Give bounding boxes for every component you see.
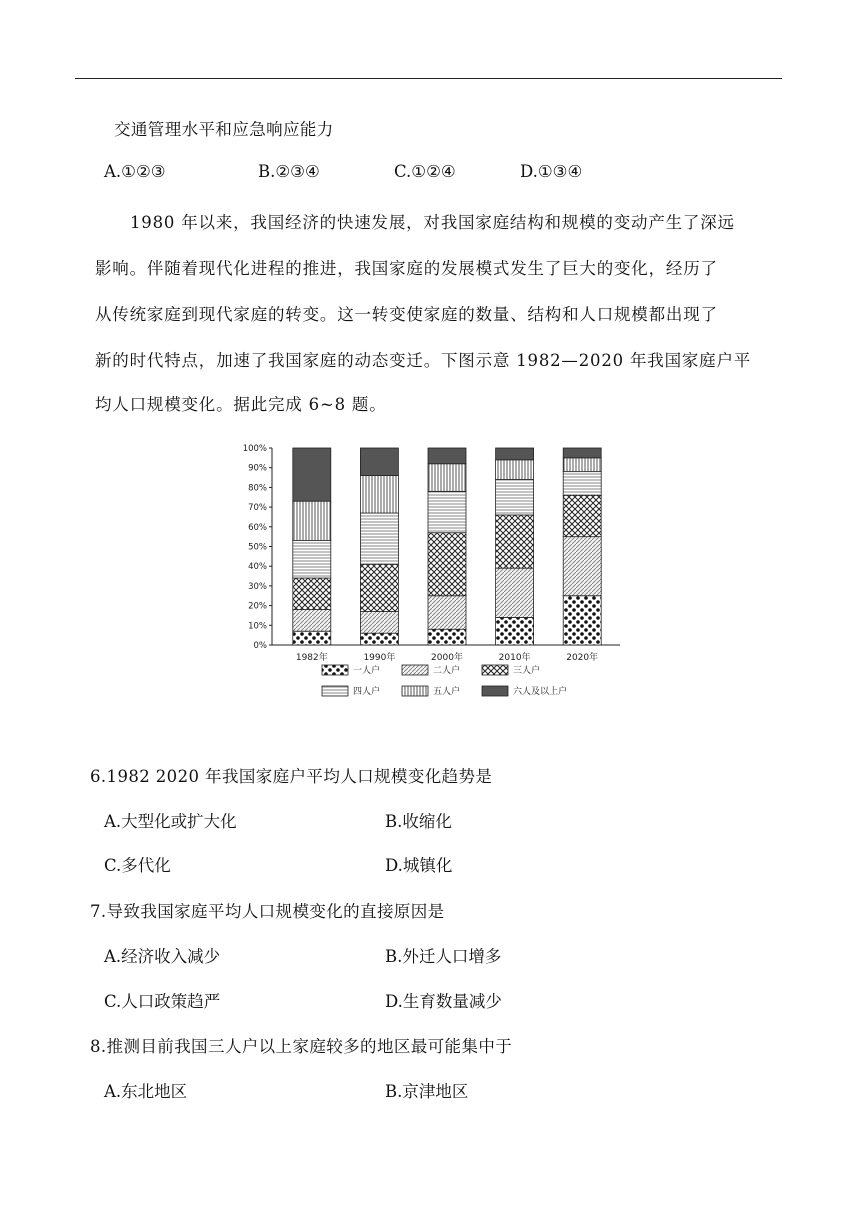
intro-line-1: 1980 年以来，我国经济的快速发展，对我国家庭结构和规模的变动产生了深远 [130, 213, 735, 232]
bar-segment [428, 491, 466, 532]
question-6-option-b: B.收缩化 [385, 812, 452, 831]
bar-segment [496, 568, 534, 617]
x-tick-label: 1990年 [363, 653, 396, 663]
y-tick-label: 90% [248, 463, 267, 474]
question-6-option-c: C.多代化 [104, 856, 171, 875]
question-8-option-a: A.东北地区 [104, 1082, 188, 1101]
question-7-option-c: C.人口政策趋严 [104, 992, 221, 1011]
x-tick-label: 2010年 [498, 653, 531, 663]
x-tick-label: 1982年 [295, 653, 328, 663]
bar-segment [563, 448, 601, 458]
x-tick-label: 2000年 [431, 653, 463, 663]
bar-segment [496, 515, 534, 568]
prev-option-d: D.①③④ [520, 162, 583, 181]
header-rule [75, 78, 782, 79]
question-7-option-b: B.外迁人口增多 [385, 947, 502, 966]
chart-x-labels [296, 651, 598, 663]
bar-segment [496, 460, 534, 480]
y-tick-label: 50% [248, 542, 267, 553]
y-tick-label: 70% [248, 503, 267, 514]
chart-legend [322, 664, 567, 697]
legend-swatch [322, 665, 348, 675]
legend-swatch [482, 665, 508, 675]
bar-segment [428, 533, 466, 596]
intro-line-4: 新的时代特点，加速了我国家庭的动态变迁。下图示意 1982—2020 年我国家庭户平 [95, 351, 752, 370]
legend-label: 六人及以上户 [513, 687, 568, 697]
bar-segment [360, 476, 398, 513]
bar-segment [563, 537, 601, 596]
intro-line-5: 均人口规模变化。据此完成 6~8 题。 [95, 395, 387, 414]
bar-segment [360, 564, 398, 611]
household-size-stacked-bar-chart [236, 440, 626, 705]
bar-segment [293, 501, 331, 540]
bar-segment [360, 513, 398, 564]
question-7-option-a: A.经济收入减少 [104, 947, 221, 966]
question-6-stem: 6.1982 2020 年我国家庭户平均人口规模变化趋势是 [90, 767, 493, 786]
prev-option-c: C.①②④ [394, 162, 456, 181]
legend-label: 五人户 [433, 687, 461, 697]
bar-segment [563, 472, 601, 496]
y-tick-label: 40% [248, 562, 267, 573]
bar-segment [293, 610, 331, 632]
bar-segment [428, 596, 466, 629]
bar-segment [293, 541, 331, 578]
bar-segment [496, 448, 534, 460]
bar-segment [293, 578, 331, 610]
y-tick-label: 80% [248, 483, 267, 494]
question-7-option-d: D.生育数量减少 [385, 992, 502, 1011]
bar-segment [496, 480, 534, 515]
previous-question-tail: 交通管理水平和应急响应能力 [114, 120, 334, 139]
y-tick-label: 10% [248, 621, 267, 632]
y-tick-label: 30% [248, 581, 267, 592]
intro-line-3: 从传统家庭到现代家庭的转变。这一转变使家庭的数量、结构和人口规模都出现了 [95, 305, 718, 324]
legend-swatch [402, 665, 428, 675]
question-8-option-b: B.京津地区 [385, 1082, 469, 1101]
legend-swatch [402, 686, 428, 696]
bar-segment [428, 448, 466, 464]
y-tick-label: 0% [253, 641, 267, 651]
x-tick-label: 2020年 [566, 653, 599, 663]
y-tick-label: 20% [248, 601, 267, 612]
question-6-option-a: A.大型化或扩大化 [104, 812, 237, 831]
chart-bars [293, 448, 601, 645]
bar-segment [563, 458, 601, 472]
bar-segment [563, 495, 601, 536]
legend-swatch [322, 686, 348, 696]
legend-label: 二人户 [433, 666, 461, 676]
legend-label: 四人户 [353, 687, 381, 697]
legend-label: 三人户 [513, 666, 541, 676]
prev-option-b: B.②③④ [258, 162, 320, 181]
bar-segment [293, 631, 331, 645]
bar-segment [293, 448, 331, 501]
question-6-option-d: D.城镇化 [385, 856, 453, 875]
legend-swatch [482, 686, 508, 696]
bar-segment [496, 617, 534, 645]
question-7-stem: 7.导致我国家庭平均人口规模变化的直接原因是 [90, 902, 445, 921]
bar-segment [428, 464, 466, 492]
legend-label: 一人户 [353, 666, 381, 676]
prev-option-a: A.①②③ [104, 162, 166, 181]
bar-segment [563, 596, 601, 645]
y-tick-label: 60% [248, 522, 267, 533]
bar-segment [360, 448, 398, 476]
bar-segment [360, 633, 398, 645]
bar-segment [360, 612, 398, 634]
intro-line-2: 影响。伴随着现代化进程的推进，我国家庭的发展模式发生了巨大的变化，经历了 [95, 259, 718, 278]
y-tick-label: 100% [242, 444, 267, 454]
bar-segment [428, 629, 466, 645]
question-8-stem: 8.推测目前我国三人户以上家庭较多的地区最可能集中于 [90, 1037, 513, 1056]
